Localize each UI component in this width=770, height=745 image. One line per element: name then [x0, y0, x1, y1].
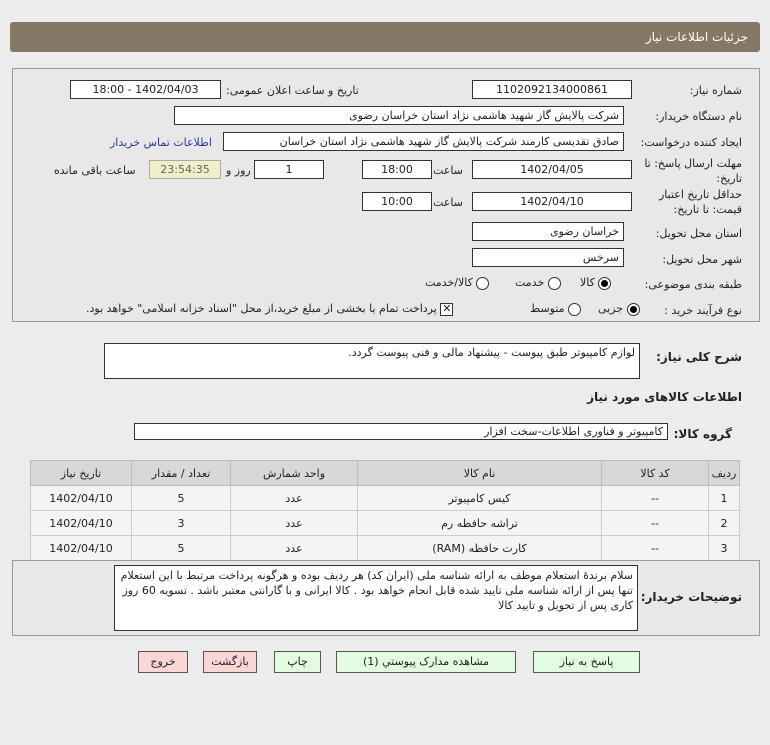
cell: کیس کامپیوتر	[358, 486, 602, 511]
creator-field: صادق تقدیسی کارمند شرکت پالایش گاز شهید هاشمی نژاد استان خراسان	[223, 132, 624, 151]
deadline-time-label: ساعت	[433, 164, 463, 177]
province-field: خراسان رضوی	[472, 222, 624, 241]
days-label: روز و	[226, 164, 251, 177]
province-label: استان محل تحویل:	[655, 227, 742, 240]
notes-field: سلام برندۀ استعلام موظف به ارائه شناسه ملی (ایران کد) هر ردیف بوده و هرگونه پرداخت مرتبط با این استعلام تنها پس از ارائه شناسه ملی تایید شده قابل انجام خواهد بود . کالا ایرانی و با گارانتی معتبر باشد . تسویه 60 روز کاری پس از تحویل و تایید کالا	[114, 565, 638, 631]
table-header-row	[31, 461, 740, 486]
city-field: سرخس	[472, 248, 624, 267]
category-service-radio[interactable]: خدمت	[515, 276, 561, 290]
print-button[interactable]: چاپ	[274, 651, 321, 673]
col-code: کد کالا	[602, 461, 709, 486]
col-qty: تعداد / مقدار	[132, 461, 231, 486]
cell: 1	[709, 486, 740, 511]
cell: 5	[132, 536, 231, 561]
cell: --	[602, 486, 709, 511]
notes-label: توضیحات خریدار:	[640, 590, 742, 604]
table-row	[31, 536, 740, 561]
deadline-date-field: 1402/04/05	[472, 160, 632, 179]
col-date: تاریخ نیاز	[31, 461, 132, 486]
cell: عدد	[231, 536, 358, 561]
validity-label: حداقل تاریخ اعتبار قیمت: تا تاریخ:	[658, 188, 742, 216]
process-label: نوع فرآیند خرید :	[664, 304, 742, 317]
validity-time-field: 10:00	[362, 192, 432, 211]
cell: 5	[132, 486, 231, 511]
buyer-field: شرکت پالایش گاز شهید هاشمی نژاد استان خراسان رضوی	[174, 106, 624, 125]
deadline-label: مهلت ارسال پاسخ: تا تاریخ:	[644, 157, 742, 185]
view-documents-button[interactable]: مشاهده مدارک پیوستي (1)	[336, 651, 516, 673]
table-row	[31, 486, 740, 511]
deadline-time-field: 18:00	[362, 160, 432, 179]
need-number-label: شماره نیاز:	[689, 84, 742, 97]
table-row	[31, 511, 740, 536]
cell: 3	[132, 511, 231, 536]
cell: 3	[709, 536, 740, 561]
treasury-payment-checkbox[interactable]: ✕ پرداخت تمام یا بخشی از مبلغ خرید،از محل "اسناد خزانه اسلامی" خواهد بود.	[86, 301, 452, 315]
cell: 1402/04/10	[31, 536, 132, 561]
announce-field: 1402/04/03 - 18:00	[70, 80, 221, 99]
remaining-time: 23:54:35	[149, 160, 221, 179]
back-button[interactable]: بازگشت	[203, 651, 257, 673]
col-name: نام کالا	[358, 461, 602, 486]
category-both-radio[interactable]: کالا/خدمت	[425, 276, 489, 290]
cell: --	[602, 536, 709, 561]
cell: عدد	[231, 486, 358, 511]
cell: --	[602, 511, 709, 536]
process-minor-radio[interactable]: جزیی	[598, 302, 640, 316]
reply-button[interactable]: پاسخ به نیاز	[533, 651, 640, 673]
col-unit: واحد شمارش	[231, 461, 358, 486]
summary-field: لوازم کامپیوتر طبق پیوست - پیشنهاد مالی و فنی پیوست گردد.	[104, 343, 640, 379]
buyer-contact-link[interactable]: اطلاعات تماس خریدار	[110, 136, 212, 149]
announce-label: تاریخ و ساعت اعلان عمومی:	[226, 84, 359, 97]
need-number-field: 1102092134000861	[472, 80, 632, 99]
exit-button[interactable]: خروج	[138, 651, 188, 673]
cell: تراشه حافظه رم	[358, 511, 602, 536]
cell: کارت حافظه (RAM)	[358, 536, 602, 561]
buyer-label: نام دستگاه خریدار:	[655, 110, 742, 123]
validity-date-field: 1402/04/10	[472, 192, 632, 211]
goods-section-title: اطلاعات کالاهای مورد نیاز	[587, 390, 742, 404]
cell: 1402/04/10	[31, 486, 132, 511]
goods-group-field: کامپیوتر و فناوری اطلاعات-سخت افزار	[134, 423, 668, 440]
cell: عدد	[231, 511, 358, 536]
cell: 1402/04/10	[31, 511, 132, 536]
creator-label: ایجاد کننده درخواست:	[640, 136, 742, 149]
category-goods-radio[interactable]: کالا	[580, 276, 611, 290]
cell: 2	[709, 511, 740, 536]
process-medium-radio[interactable]: متوسط	[530, 302, 581, 316]
page-header: جزئیات اطلاعات نیاز	[10, 22, 760, 52]
city-label: شهر محل تحویل:	[662, 253, 742, 266]
days-field: 1	[254, 160, 324, 179]
category-label: طبقه بندی موضوعی:	[644, 278, 742, 291]
validity-time-label: ساعت	[433, 196, 463, 209]
summary-label: شرح کلی نیاز:	[656, 350, 742, 364]
col-row: ردیف	[709, 461, 740, 486]
remaining-label: ساعت باقی مانده	[54, 164, 136, 177]
goods-table	[30, 460, 740, 561]
goods-group-label: گروه کالا:	[673, 427, 732, 441]
